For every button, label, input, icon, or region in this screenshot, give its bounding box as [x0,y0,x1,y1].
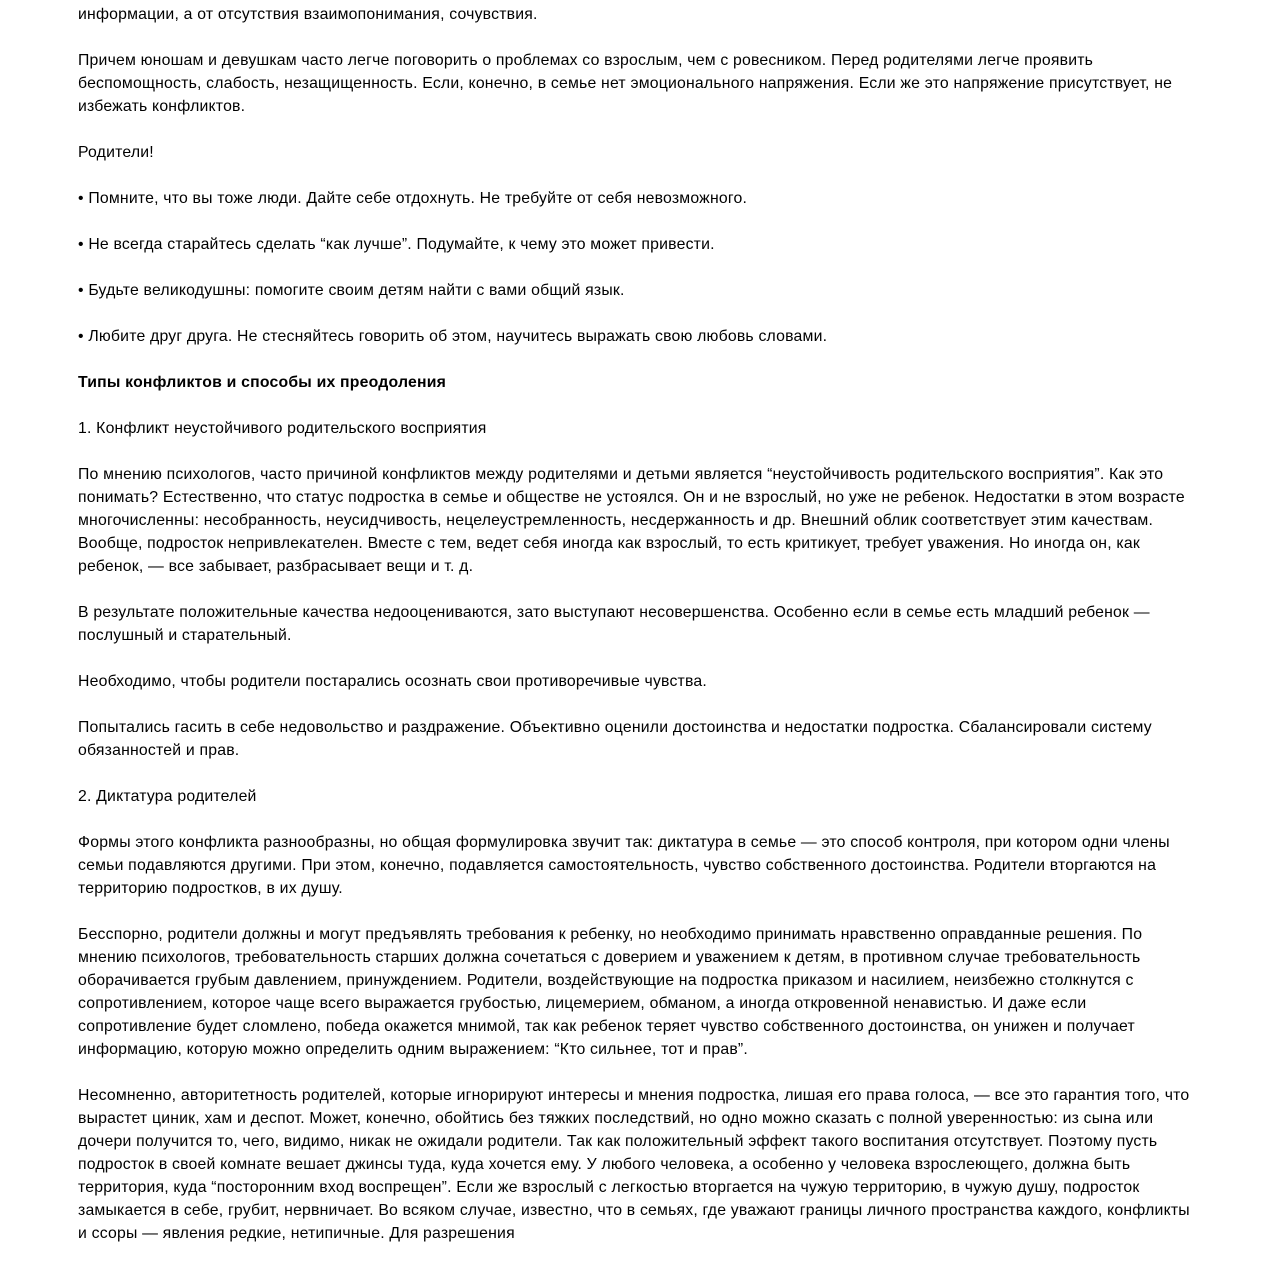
bullet-list-item: • Будьте великодушны: помогите своим детям найти с вами общий язык. [78,282,625,299]
paragraph: В результате положительные качества недооцениваются, зато выступают несовершенства. Особенно если в семье есть младший ребенок — послушный и старательный. [78,604,1150,644]
paragraph: Необходимо, чтобы родители постарались осознать свои противоречивые чувства. [78,673,707,690]
bullet-list-item: • Помните, что вы тоже люди. Дайте себе отдохнуть. Не требуйте от себя невозможного. [78,190,748,207]
paragraph: Несомненно, авторитетность родителей, которые игнорируют интересы и мнения подростка, лишая его права голоса, — все это гарантия того, что вырастет циник, хам и деспот. Может, конечно, обойтись без тяжких последствий, но одно можно сказать с полной уверенностью: из сына или дочери получится то, чего, видимо, никак не ожидали родители. Так как положительный эффект такого воспитания отсутствует. Поэтому пусть подросток в своей комнате вешает джинсы туда, куда хочется ему. У любого человека, а особенно у человека взрослеющего, должна быть территория, куда “посторонним вход воспрещен”. Если же взрослый с легкостью вторгается на чужую территорию, в чужую душу, подросток замыкается в себе, грубит, нервничает. Во всяком случае, известно, что в семьях, где уважают границы личного пространства каждого, конфликты и ссоры — явления редкие, нетипичные. Для разрешения [78,1087,1190,1242]
paragraph: Бесспорно, родители должны и могут предъявлять требования к ребенку, но необходимо принимать нравственно оправданные решения. По мнению психологов, требовательность старших должна сочетаться с доверием и уважением к детям, в противном случае требовательность оборачивается грубым давлением, принуждением. Родители, воздействующие на подростка приказом и насилием, неизбежно столкнутся с сопротивлением, которое чаще всего выражается грубостью, лицемерием, обманом, а иногда откровенной ненавистью. И даже если сопротивление будет сломлено, победа окажется мнимой, так как ребенок теряет чувство собственного достоинства, он унижен и получает информацию, которую можно определить одним выражением: “Кто сильнее, тот и прав”. [78,926,1143,1058]
paragraph: 2. Диктатура родителей [78,788,257,805]
document-content [78,3,1194,1245]
paragraph: Формы этого конфликта разнообразны, но общая формулировка звучит так: диктатура в семье — это способ контроля, при котором одни члены семьи подавляются другими. При этом, конечно, подавляется самостоятельность, чувство собственного достоинства. Родители вторгаются на территорию подростков, в их душу. [78,834,1170,897]
paragraph: 1. Конфликт неустойчивого родительского восприятия [78,420,487,437]
section-heading: Типы конфликтов и способы их преодоления [78,374,447,391]
paragraph: информации, а от отсутствия взаимопонимания, сочувствия. [78,6,538,23]
bullet-list-item: • Не всегда старайтесь сделать “как лучше”. Подумайте, к чему это может привести. [78,236,715,253]
paragraph: Попытались гасить в себе недовольство и раздражение. Объективно оценили достоинства и недостатки подростка. Сбалансировали систему обязанностей и прав. [78,719,1152,759]
bullet-list-item: • Любите друг друга. Не стесняйтесь говорить об этом, научитесь выражать свою любовь словами. [78,328,828,345]
paragraph: Родители! [78,144,154,161]
paragraph: По мнению психологов, часто причиной конфликтов между родителями и детьми является “неустойчивость родительского восприятия”. Как это понимать? Естественно, что статус подростка в семье и обществе не устоялся. Он и не взрослый, но уже не ребенок. Недостатки в этом возрасте многочисленны: несобранность, неусидчивость, нецелеустремленность, несдержанность и др. Внешний облик соответствует этим качествам. Вообще, подросток непривлекателен. Вместе с тем, ведет себя иногда как взрослый, то есть критикует, требует уважения. Но иногда он, как ребенок, — все забывает, разбрасывает вещи и т. д. [78,466,1185,575]
paragraph: Причем юношам и девушкам часто легче поговорить о проблемах со взрослым, чем с ровесником. Перед родителями легче проявить беспомощность, слабость, незащищенность. Если, конечно, в семье нет эмоционального напряжения. Если же это напряжение присутствует, не избежать конфликтов. [78,52,1173,115]
